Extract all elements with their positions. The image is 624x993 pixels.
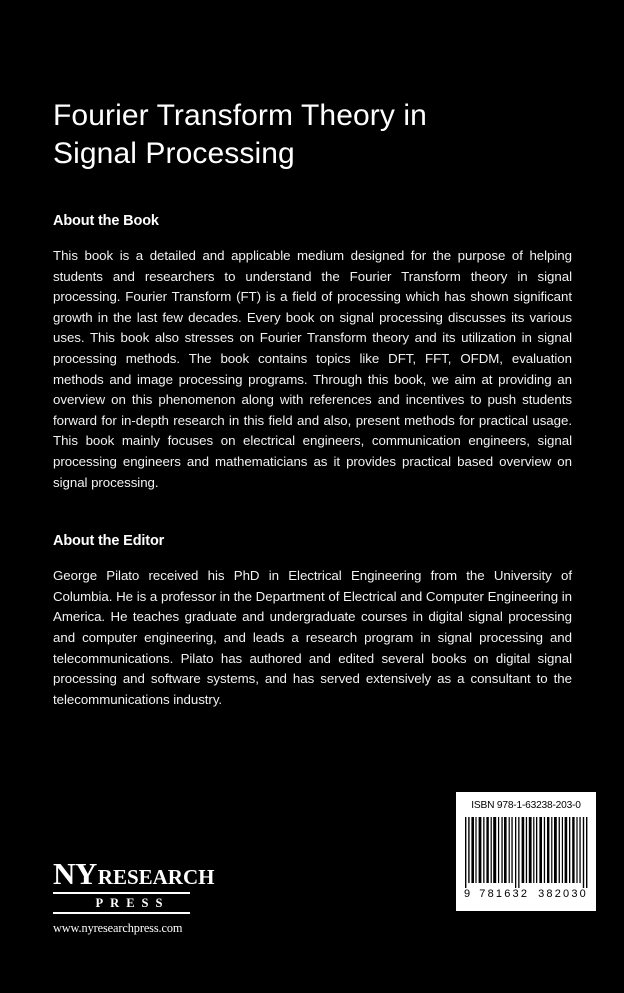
about-the-book-text: This book is a detailed and applicable medium designed for the purpose of helping students and researchers to understand the Fourier Transform theory in signal processing. Fourier Transform (FT) is a field of processing which has shown significant growth in the last few decades. Every book on signal processing discusses its various uses. This book also stresses on Fourier Transform theory and its utilization in signal processing methods. The book contains topics like DFT, FFT, OFDM, evaluation methods and image processing programs. Through this book, we aim at providing an overview on this phenomenon along with references and incentives to push students forward for in-depth research in this field and also, present methods for practical usage. This book mainly focuses on electrical engineers, communication engineers, signal processing engineers and mathematicians as it provides practical based overview on signal processing. [53, 248, 572, 490]
ean-group-left: 781632 [479, 888, 530, 900]
publisher-press-row [53, 896, 190, 911]
barcode-icon [463, 817, 589, 888]
isbn-label: ISBN 978-1-63238-203-0 [471, 800, 581, 811]
logo-divider-bottom [53, 912, 190, 914]
publisher-logo [53, 858, 243, 936]
logo-divider-top [53, 892, 190, 894]
section-about-the-book [53, 213, 572, 493]
isbn-barcode-block [456, 792, 596, 911]
ean-group-right: 382030 [538, 888, 588, 900]
publisher-logo-wordmark [53, 858, 243, 889]
about-the-book-heading: About the Book [53, 213, 159, 229]
about-the-editor-text: George Pilato received his PhD in Electrical Engineering from the University of Columbia. He is a professor in the Department of Electrical and Computer Engineering in America. He teaches graduate and undergraduate courses in digital signal processing and computer engineering, and leads a research program in signal processing and telecommunications. Pilato has authored and edited several books on digital signal processing and software systems, and has served extensively as a consultant to the telecommunications industry. [53, 568, 572, 707]
publisher-website-url: www.nyresearchpress.com [53, 921, 183, 935]
section-about-the-editor [53, 533, 572, 710]
page-title: Fourier Transform Theory in Signal Processing [53, 99, 427, 170]
publisher-name-research: RESEARCH [97, 865, 215, 889]
ean-digits-row [463, 888, 589, 900]
about-the-editor-heading: About the Editor [53, 533, 165, 550]
ean-lead-digit: 9 [464, 888, 471, 900]
publisher-name-ny: NY [53, 856, 97, 891]
content-column [53, 213, 572, 710]
publisher-name-press: PRESS [95, 896, 170, 910]
